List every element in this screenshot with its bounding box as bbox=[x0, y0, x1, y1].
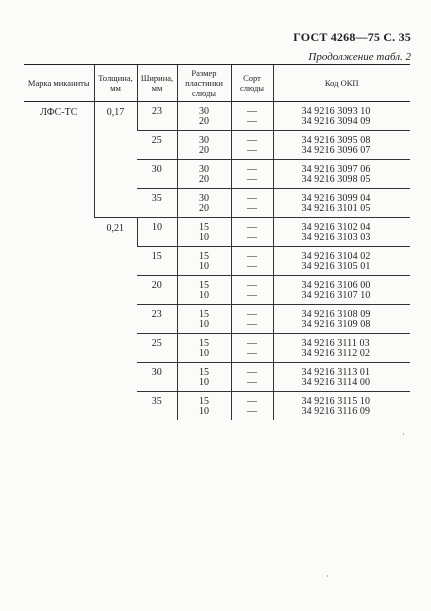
okp-code-value: 34 9216 3111 03 bbox=[301, 338, 370, 349]
mica-brand-cell: ЛФС-ТС bbox=[40, 107, 78, 118]
plate-size-value: 20 bbox=[199, 145, 209, 156]
grade-value: — bbox=[247, 261, 257, 272]
okp-code-cell bbox=[273, 334, 410, 363]
okp-code-cell bbox=[273, 305, 410, 334]
okp-code-cell bbox=[273, 276, 410, 305]
okp-code-value: 34 9216 3104 02 bbox=[301, 251, 371, 262]
grade-value: — bbox=[247, 203, 257, 214]
column-header-width: Ширина, мм bbox=[137, 65, 177, 102]
plate-size-value: 20 bbox=[199, 203, 209, 214]
plate-size-value: 30 bbox=[199, 193, 209, 204]
okp-code-cell bbox=[273, 218, 410, 247]
okp-code-value: 34 9216 3106 00 bbox=[301, 280, 371, 291]
okp-code-cell bbox=[273, 102, 410, 131]
plate-size-value: 10 bbox=[199, 232, 209, 243]
grade-value: — bbox=[247, 338, 257, 349]
width-cell: 25 bbox=[137, 131, 177, 160]
okp-code-cell bbox=[273, 247, 410, 276]
standard-header: ГОСТ 4268—75 С. 35 bbox=[293, 30, 411, 44]
grade-cell bbox=[231, 247, 273, 276]
table-body bbox=[24, 102, 410, 421]
plate-size-value: 15 bbox=[199, 251, 209, 262]
okp-code-value: 34 9216 3112 02 bbox=[301, 348, 371, 359]
okp-code-value: 34 9216 3113 01 bbox=[301, 367, 371, 378]
grade-value: — bbox=[247, 222, 257, 233]
plate-size-value: 20 bbox=[199, 174, 209, 185]
plate-size-value: 10 bbox=[199, 261, 209, 272]
okp-code-value: 34 9216 3095 08 bbox=[301, 135, 371, 146]
plate-size-value: 30 bbox=[199, 164, 209, 175]
grade-cell bbox=[231, 363, 273, 392]
grade-value: — bbox=[247, 309, 257, 320]
okp-code-value: 34 9216 3099 04 bbox=[301, 193, 371, 204]
plate-size-cell bbox=[177, 218, 231, 247]
okp-code-value: 34 9216 3094 09 bbox=[301, 116, 371, 127]
grade-value: — bbox=[247, 319, 257, 330]
grade-value: — bbox=[247, 290, 257, 301]
column-header-thickness: Толщина, мм bbox=[94, 65, 137, 102]
grade-cell bbox=[231, 131, 273, 160]
width-cell: 23 bbox=[137, 305, 177, 334]
okp-code-value: 34 9216 3098 05 bbox=[301, 174, 371, 185]
plate-size-value: 10 bbox=[199, 377, 209, 388]
okp-code-value: 34 9216 3116 09 bbox=[301, 406, 371, 417]
width-cell: 25 bbox=[137, 334, 177, 363]
plate-size-value: 10 bbox=[199, 290, 209, 301]
okp-code-value: 34 9216 3097 06 bbox=[301, 164, 371, 175]
plate-size-value: 10 bbox=[199, 319, 209, 330]
grade-cell bbox=[231, 160, 273, 189]
column-header-grade: Сорт слюды bbox=[231, 65, 273, 102]
thickness-cell: 0,21 bbox=[94, 218, 137, 421]
scan-speck: · bbox=[402, 430, 405, 439]
plate-size-cell bbox=[177, 334, 231, 363]
scan-speck: · bbox=[326, 572, 329, 581]
okp-code-value: 34 9216 3115 10 bbox=[301, 396, 371, 407]
okp-code-cell bbox=[273, 131, 410, 160]
grade-value: — bbox=[247, 251, 257, 262]
grade-value: — bbox=[247, 193, 257, 204]
grade-value: — bbox=[247, 116, 257, 127]
table-row bbox=[24, 102, 410, 131]
plate-size-value: 10 bbox=[199, 348, 209, 359]
grade-value: — bbox=[247, 377, 257, 388]
okp-code-value: 34 9216 3114 00 bbox=[301, 377, 371, 388]
okp-code-cell bbox=[273, 392, 410, 421]
plate-size-cell bbox=[177, 102, 231, 131]
plate-size-value: 15 bbox=[199, 367, 209, 378]
plate-size-cell bbox=[177, 392, 231, 421]
plate-size-value: 10 bbox=[199, 406, 209, 417]
mica-table bbox=[24, 64, 410, 420]
width-cell: 30 bbox=[137, 363, 177, 392]
okp-code-value: 34 9216 3109 08 bbox=[301, 319, 371, 330]
plate-size-value: 30 bbox=[199, 135, 209, 146]
grade-cell bbox=[231, 392, 273, 421]
okp-code-value: 34 9216 3102 04 bbox=[301, 222, 371, 233]
okp-code-value: 34 9216 3101 05 bbox=[301, 203, 371, 214]
plate-size-value: 30 bbox=[199, 106, 209, 117]
plate-size-value: 15 bbox=[199, 396, 209, 407]
column-header-brand: Марка миканиты bbox=[24, 65, 94, 102]
plate-size-value: 15 bbox=[199, 280, 209, 291]
grade-value: — bbox=[247, 367, 257, 378]
width-cell: 20 bbox=[137, 276, 177, 305]
grade-cell bbox=[231, 305, 273, 334]
okp-code-value: 34 9216 3096 07 bbox=[301, 145, 371, 156]
width-cell: 23 bbox=[137, 102, 177, 131]
grade-value: — bbox=[247, 280, 257, 291]
grade-cell bbox=[231, 334, 273, 363]
plate-size-cell bbox=[177, 363, 231, 392]
width-cell: 30 bbox=[137, 160, 177, 189]
plate-size-value: 20 bbox=[199, 116, 209, 127]
grade-cell bbox=[231, 189, 273, 218]
grade-value: — bbox=[247, 406, 257, 417]
plate-size-cell bbox=[177, 160, 231, 189]
grade-value: — bbox=[247, 232, 257, 243]
width-cell: 15 bbox=[137, 247, 177, 276]
grade-value: — bbox=[247, 348, 257, 359]
column-header-okp-code: Код ОКП bbox=[273, 65, 410, 102]
plate-size-cell bbox=[177, 247, 231, 276]
grade-cell bbox=[231, 102, 273, 131]
okp-code-value: 34 9216 3093 10 bbox=[301, 106, 371, 117]
okp-code-value: 34 9216 3103 03 bbox=[301, 232, 371, 243]
grade-value: — bbox=[247, 174, 257, 185]
okp-code-value: 34 9216 3107 10 bbox=[301, 290, 371, 301]
grade-cell bbox=[231, 276, 273, 305]
plate-size-value: 15 bbox=[199, 222, 209, 233]
width-cell: 10 bbox=[137, 218, 177, 247]
grade-cell bbox=[231, 218, 273, 247]
grade-value: — bbox=[247, 145, 257, 156]
width-cell: 35 bbox=[137, 189, 177, 218]
okp-code-cell bbox=[273, 363, 410, 392]
plate-size-value: 15 bbox=[199, 338, 209, 349]
plate-size-cell bbox=[177, 131, 231, 160]
plate-size-value: 15 bbox=[199, 309, 209, 320]
column-header-plate-size: Размер пластинки слюды bbox=[177, 65, 231, 102]
table-header-row bbox=[24, 65, 410, 102]
thickness-cell: 0,17 bbox=[94, 102, 137, 218]
plate-size-cell bbox=[177, 189, 231, 218]
grade-value: — bbox=[247, 396, 257, 407]
okp-code-value: 34 9216 3105 01 bbox=[301, 261, 371, 272]
okp-code-cell bbox=[273, 160, 410, 189]
grade-value: — bbox=[247, 135, 257, 146]
plate-size-cell bbox=[177, 276, 231, 305]
plate-size-cell bbox=[177, 305, 231, 334]
width-cell: 35 bbox=[137, 392, 177, 421]
table-continuation-label: Продолжение табл. 2 bbox=[308, 51, 411, 63]
grade-value: — bbox=[247, 106, 257, 117]
grade-value: — bbox=[247, 164, 257, 175]
okp-code-cell bbox=[273, 189, 410, 218]
okp-code-value: 34 9216 3108 09 bbox=[301, 309, 371, 320]
